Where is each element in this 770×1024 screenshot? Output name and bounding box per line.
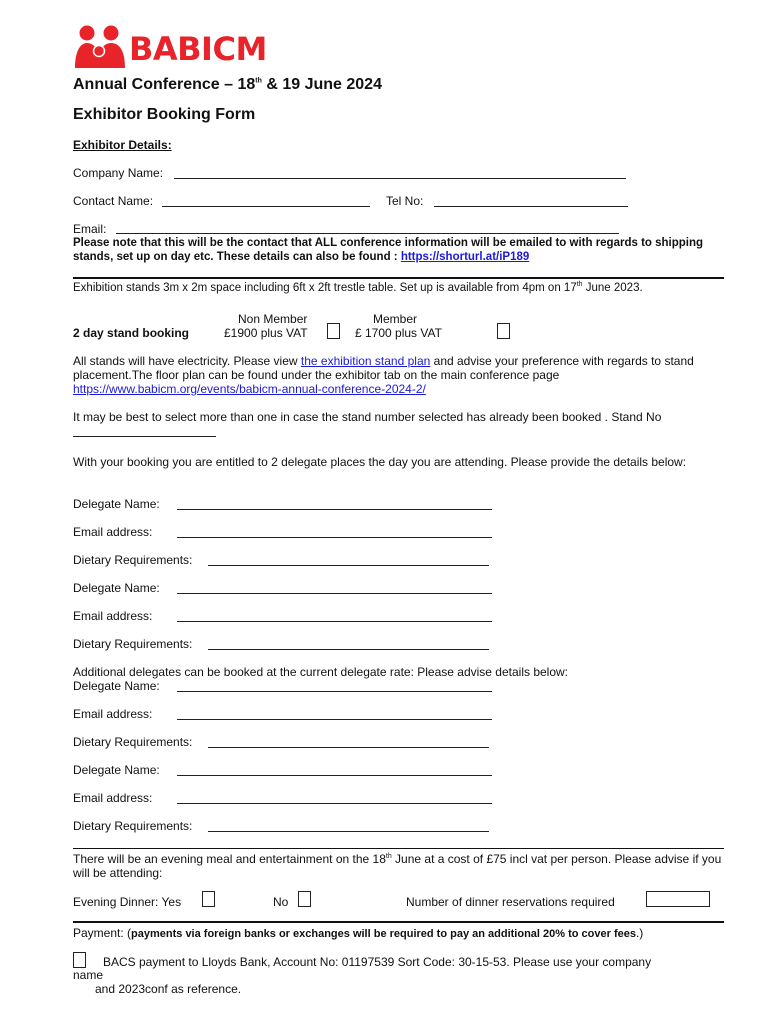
delegate-3-email-label: Email address:	[73, 707, 153, 721]
delegate-1-name-label: Delegate Name:	[73, 497, 160, 511]
delegate-3-dietary-field[interactable]	[208, 747, 489, 748]
electricity-info: All stands will have electricity. Please view the exhibition stand plan and advise your preference with regards to stand placement.The floor plan can be found under the exhibitor tab on the main conference page https://www.babicm.org/events/babicm-annual-conference-2024-2/	[73, 354, 694, 396]
delegate-2-name-field[interactable]	[177, 593, 492, 594]
delegate-4-email-field[interactable]	[177, 803, 492, 804]
contact-name-field[interactable]	[162, 206, 370, 207]
payment-info: Payment: (payments via foreign banks or exchanges will be required to pay an additional 20% to cover fees.)	[73, 926, 644, 940]
non-member-price: £1900 plus VAT	[224, 326, 308, 340]
section-divider	[73, 277, 724, 279]
delegate-3-dietary-label: Dietary Requirements:	[73, 735, 193, 749]
conference-page-link[interactable]: https://www.babicm.org/events/babicm-annual-conference-2024-2/	[73, 382, 426, 396]
non-member-label: Non Member	[238, 312, 308, 326]
delegate-4-name-label: Delegate Name:	[73, 763, 160, 777]
delegate-1-email-label: Email address:	[73, 525, 153, 539]
contact-note: Please note that this will be the contact that ALL conference information will be emailed to with regards to shipping stands, set up on day etc. These details can also be found : https://shorturl.at/iP189	[73, 237, 704, 263]
logo	[73, 24, 273, 72]
delegate-2-name-label: Delegate Name:	[73, 581, 160, 595]
non-member-checkbox[interactable]	[327, 323, 340, 339]
delegate-1-name-field[interactable]	[177, 509, 492, 510]
exhibitor-details-heading: Exhibitor Details:	[73, 138, 172, 152]
contact-name-label: Contact Name:	[73, 194, 154, 208]
member-price: £ 1700 plus VAT	[355, 326, 442, 340]
payment-divider	[73, 921, 724, 923]
exhibition-stand-plan-link[interactable]: the exhibition stand plan	[300, 354, 431, 368]
dinner-info: There will be an evening meal and entertainment on the 18th June at a cost of £75 incl vat per person. Please advise if you will be attending:	[73, 852, 722, 880]
bacs-line-2: name	[73, 968, 104, 982]
delegate-2-email-field[interactable]	[177, 621, 492, 622]
tel-no-field[interactable]	[434, 206, 628, 207]
tel-no-label: Tel No:	[386, 194, 424, 208]
member-label: Member	[373, 312, 418, 326]
delegate-intro: With your booking you are entitled to 2 delegate places the day you are attending. Please provide the details below:	[73, 455, 687, 469]
bacs-checkbox[interactable]	[73, 952, 86, 968]
bacs-line-1: BACS payment to Lloyds Bank, Account No: 01197539 Sort Code: 30-15-53. Please use your company	[103, 955, 652, 969]
delegate-3-name-field[interactable]	[177, 691, 492, 692]
delegate-1-email-field[interactable]	[177, 537, 492, 538]
delegate-4-name-field[interactable]	[177, 775, 492, 776]
delegate-2-dietary-field[interactable]	[208, 649, 489, 650]
evening-dinner-label: Evening Dinner: Yes	[73, 895, 182, 909]
conference-title: Annual Conference – 18th & 19 June 2024	[73, 76, 382, 93]
dinner-reservations-label: Number of dinner reservations required	[406, 895, 615, 909]
dinner-no-checkbox[interactable]	[298, 891, 311, 907]
additional-delegates-info: Additional delegates can be booked at the current delegate rate: Please advise details below:	[73, 665, 568, 679]
dinner-reservations-input[interactable]	[646, 891, 710, 907]
stand-info: Exhibition stands 3m x 2m space including 6ft x 2ft trestle table. Set up is available from 4pm on 17th June 2023.	[73, 281, 643, 294]
dinner-yes-checkbox[interactable]	[202, 891, 215, 907]
stand-number-field[interactable]	[73, 436, 216, 437]
shorturl-link[interactable]: https://shorturl.at/iP189	[400, 251, 530, 263]
stand-booking-label: 2 day stand booking	[73, 326, 190, 340]
delegate-4-dietary-label: Dietary Requirements:	[73, 819, 193, 833]
logo-text: BABICM	[129, 30, 267, 68]
delegate-2-email-label: Email address:	[73, 609, 153, 623]
form-title: Exhibitor Booking Form	[73, 106, 256, 123]
email-label: Email:	[73, 222, 107, 236]
email-field[interactable]	[116, 233, 619, 234]
delegate-4-dietary-field[interactable]	[208, 831, 489, 832]
bacs-line-3: and 2023conf as reference.	[95, 982, 242, 996]
stand-number-info: It may be best to select more than one in case the stand number selected has already been booked . Stand No	[73, 410, 662, 424]
delegate-1-dietary-label: Dietary Requirements:	[73, 553, 193, 567]
company-name-label: Company Name:	[73, 166, 164, 180]
dinner-no-label: No	[273, 895, 289, 909]
company-name-field[interactable]	[174, 178, 626, 179]
delegate-2-dietary-label: Dietary Requirements:	[73, 637, 193, 651]
logo-people-icon	[73, 24, 129, 70]
member-checkbox[interactable]	[497, 323, 510, 339]
delegate-4-email-label: Email address:	[73, 791, 153, 805]
dinner-divider	[73, 848, 724, 849]
delegate-3-email-field[interactable]	[177, 719, 492, 720]
delegate-1-dietary-field[interactable]	[208, 565, 489, 566]
delegate-3-name-label: Delegate Name:	[73, 679, 160, 693]
